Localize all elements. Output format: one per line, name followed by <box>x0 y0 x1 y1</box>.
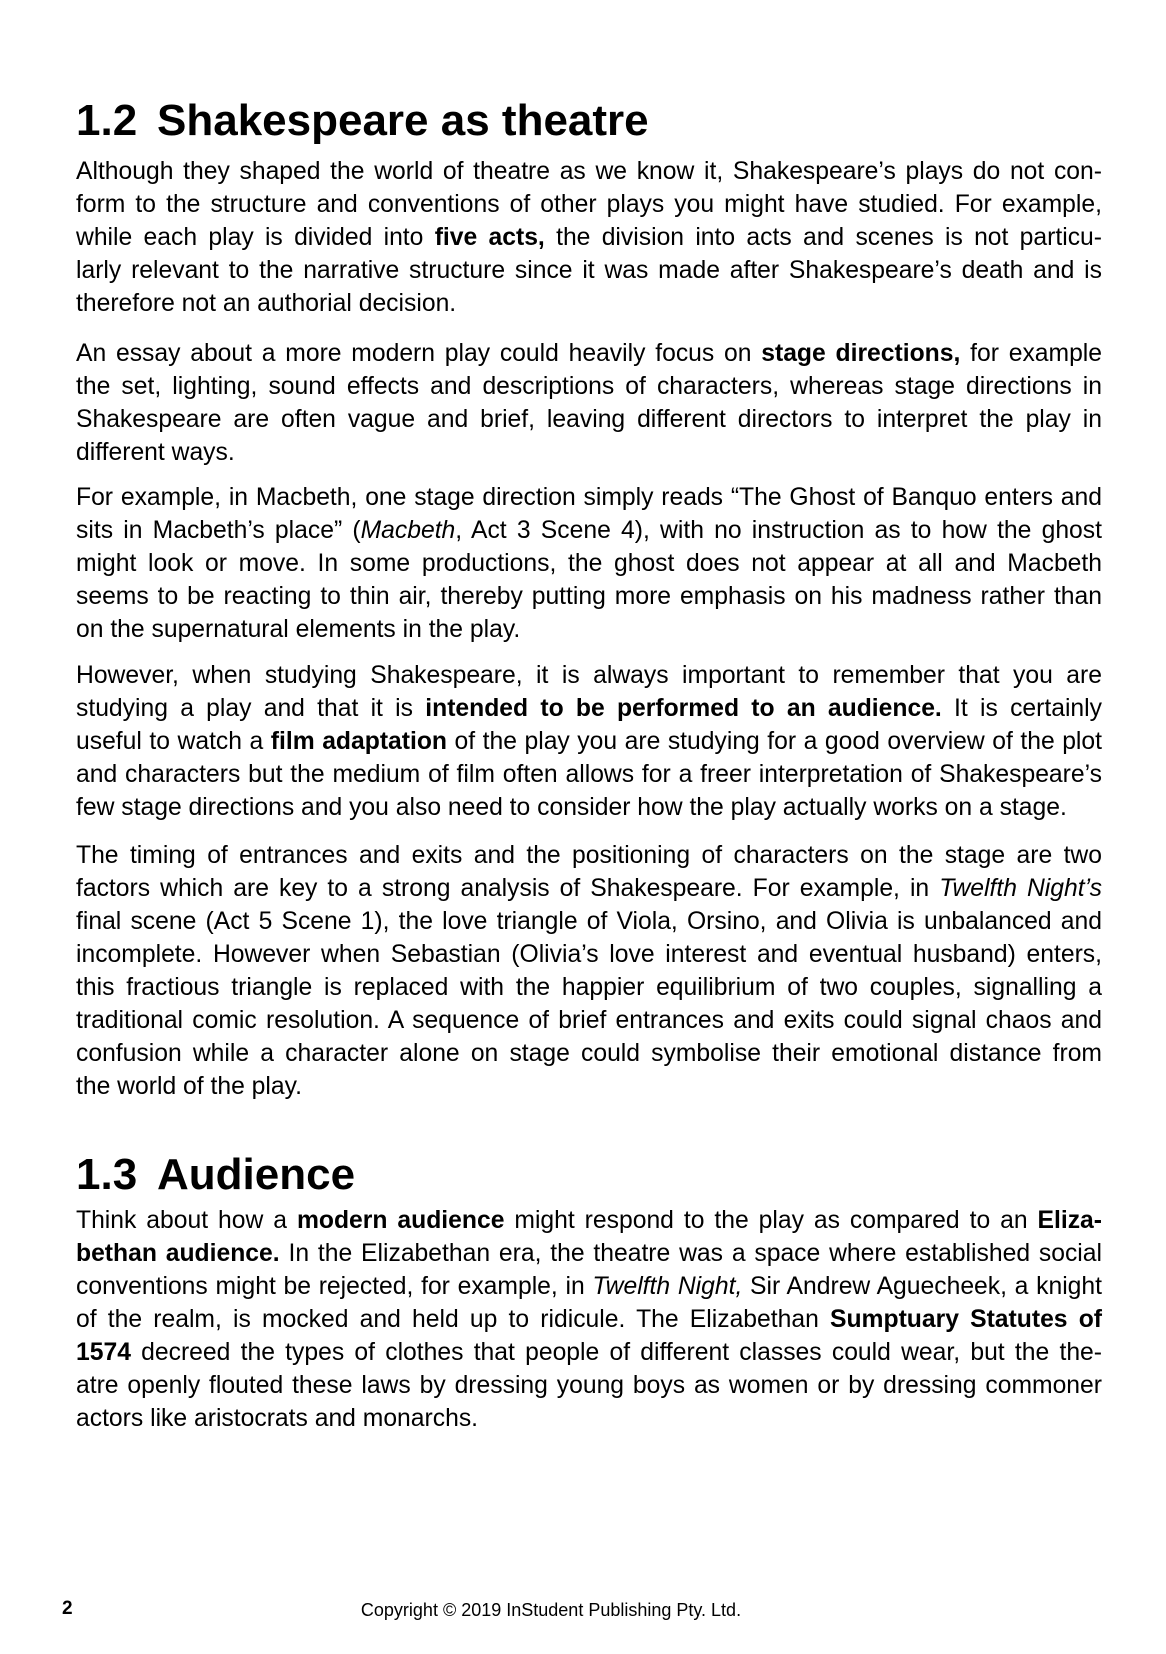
text-line: and characters but the medium of film often allows for a freer interpretation of Shakespeare’s <box>76 761 1102 788</box>
text-line: traditional comic resolution. A sequence of brief entrances and exits could signal chaos and <box>76 1007 1102 1034</box>
paragraph <box>76 1204 1102 1435</box>
text-line: this fractious triangle is replaced with the happier equilibrium of two couples, signalling a <box>76 974 1102 1001</box>
paragraph <box>76 481 1102 646</box>
text-line: An essay about a more modern play could heavily focus on stage directions, for example <box>76 340 1103 367</box>
text-line: Shakespeare are often vague and brief, leaving different directors to interpret the play in <box>76 406 1102 433</box>
text-line: useful to watch a film adaptation of the play you are studying for a good overview of the plot <box>76 728 1103 755</box>
text-line: might look or move. In some productions, the ghost does not appear at all and Macbeth <box>76 550 1102 577</box>
text-line: final scene (Act 5 Scene 1), the love triangle of Viola, Orsino, and Olivia is unbalanced and <box>76 908 1102 935</box>
paragraph <box>76 659 1102 824</box>
text-line: of the realm, is mocked and held up to ridicule. The Elizabethan Sumptuary Statutes of <box>76 1306 1103 1333</box>
section-title: Audience <box>157 1150 356 1199</box>
text-line: factors which are key to a strong analysis of Shakespeare. For example, in Twelfth Night’s <box>76 875 1102 902</box>
document-content <box>76 0 1102 1435</box>
text-line: For example, in Macbeth, one stage direction simply reads “The Ghost of Banquo enters and <box>76 484 1102 511</box>
text-line: However, when studying Shakespeare, it is always important to remember that you are <box>76 662 1102 689</box>
text-line: atre openly flouted these laws by dressing young boys as women or by dressing commoner <box>76 1372 1102 1399</box>
footer-copyright: Copyright © 2019 InStudent Publishing Pty. Ltd. <box>360 1600 742 1620</box>
text-line: form to the structure and conventions of other plays you might have studied. For example, <box>76 191 1102 218</box>
text-line: studying a play and that it is intended to be performed to an audience. It is certainly <box>76 695 1102 722</box>
paragraph <box>76 839 1102 1103</box>
text-line: 1574 decreed the types of clothes that people of different classes could wear, but the the- <box>76 1339 1102 1366</box>
text-line: bethan audience. In the Elizabethan era, the theatre was a space where established social <box>76 1240 1102 1267</box>
text-line: Think about how a modern audience might respond to the play as compared to an Eliza- <box>76 1207 1102 1234</box>
text-line: on the supernatural elements in the play. <box>76 616 521 643</box>
footer-page-number: 2 <box>62 1598 73 1619</box>
text-line: The timing of entrances and exits and the positioning of characters on the stage are two <box>76 842 1102 869</box>
section-heading <box>76 1151 1102 1199</box>
text-line: therefore not an authorial decision. <box>76 290 457 317</box>
paragraph <box>76 155 1102 320</box>
text-line: incomplete. However when Sebastian (Olivia’s love interest and eventual husband) enters, <box>76 941 1102 968</box>
section-number: 1.3 <box>76 1150 138 1199</box>
text-line: larly relevant to the narrative structure since it was made after Shakespeare’s death and is <box>76 257 1102 284</box>
text-line: few stage directions and you also need to consider how the play actually works on a stage. <box>76 794 1067 821</box>
text-line: different ways. <box>76 439 235 466</box>
paragraph <box>76 337 1102 469</box>
section-number: 1.2 <box>76 96 138 145</box>
text-line: seems to be reacting to thin air, thereby putting more emphasis on his madness rather than <box>76 583 1102 610</box>
text-line: while each play is divided into five acts, the division into acts and scenes is not particu- <box>76 224 1103 251</box>
text-line: actors like aristocrats and monarchs. <box>76 1405 479 1432</box>
text-line: confusion while a character alone on stage could symbolise their emotional distance from <box>76 1040 1102 1067</box>
text-line: the set, lighting, sound effects and descriptions of characters, whereas stage directions in <box>76 373 1102 400</box>
section-title: Shakespeare as theatre <box>157 96 649 145</box>
text-line: conventions might be rejected, for example, in Twelfth Night, Sir Andrew Aguecheek, a knight <box>76 1273 1102 1300</box>
text-line: sits in Macbeth’s place” (Macbeth, Act 3 Scene 4), with no instruction as to how the ghost <box>76 517 1102 544</box>
text-line: the world of the play. <box>76 1073 302 1100</box>
section-heading <box>76 97 1102 145</box>
text-line: Although they shaped the world of theatre as we know it, Shakespeare’s plays do not con- <box>76 158 1102 185</box>
